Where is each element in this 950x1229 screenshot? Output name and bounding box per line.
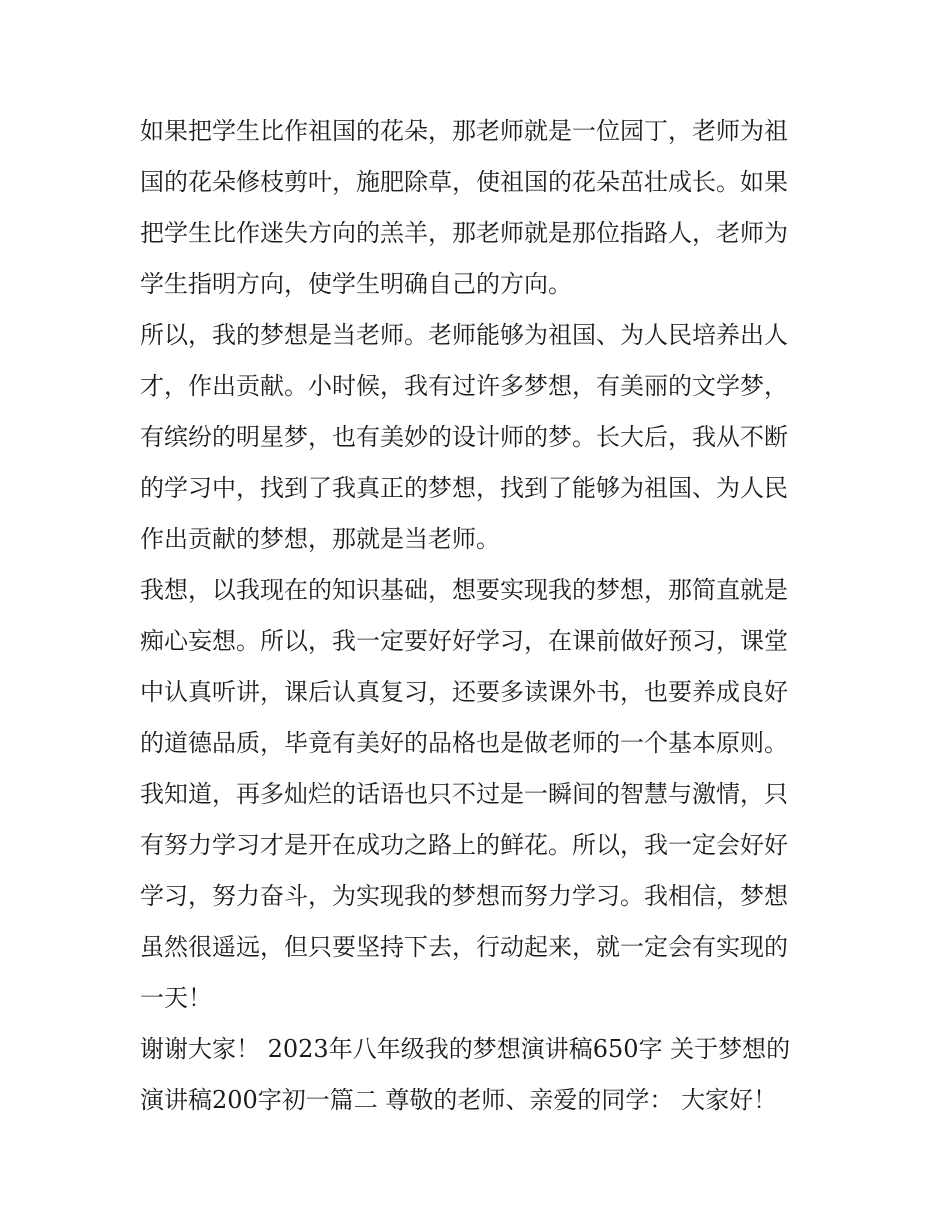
- text-line-3: 把学生比作迷失方向的羔羊，那老师就是那位指路人，老师为: [140, 219, 788, 247]
- text-line-8: 的学习中，找到了我真正的梦想，找到了能够为祖国、为人民: [140, 474, 788, 502]
- text-line-5: 所以，我的梦想是当老师。老师能够为祖国、为人民培养出人: [140, 321, 788, 349]
- text-line-2: 国的花朵修枝剪叶，施肥除草，使祖国的花朵茁壮成长。如果: [140, 168, 788, 196]
- text-line-15: 有努力学习才是开在成功之路上的鲜花。所以，我一定会好好: [140, 831, 788, 859]
- text-line-6: 才，作出贡献。小时候，我有过许多梦想，有美丽的文学梦，: [140, 372, 788, 400]
- text-line-12: 中认真听讲，课后认真复习，还要多读课外书，也要养成良好: [140, 678, 788, 706]
- text-line-10: 我想，以我现在的知识基础，想要实现我的梦想，那简直就是: [140, 576, 788, 604]
- document-body: [140, 106, 830, 1126]
- text-line-17: 虽然很遥远，但只要坚持下去，行动起来，就一定会有实现的: [140, 933, 788, 961]
- text-line-16: 学习，努力奋斗，为实现我的梦想而努力学习。我相信，梦想: [140, 882, 788, 910]
- text-line-1: 如果把学生比作祖国的花朵，那老师就是一位园丁，老师为祖: [140, 117, 788, 145]
- text-line-7: 有缤纷的明星梦，也有美妙的设计师的梦。长大后，我从不断: [140, 423, 788, 451]
- text-line-9: 作出贡献的梦想，那就是当老师。: [140, 525, 500, 553]
- text-line-11: 痴心妄想。所以，我一定要好好学习，在课前做好预习，课堂: [140, 627, 788, 655]
- text-line-19: 谢谢大家！ 2023年八年级我的梦想演讲稿650字 关于梦想的: [140, 1035, 791, 1063]
- text-line-14: 我知道，再多灿烂的话语也只不过是一瞬间的智慧与激情，只: [140, 780, 788, 808]
- text-line-4: 学生指明方向，使学生明确自己的方向。: [140, 270, 572, 298]
- text-line-20: 演讲稿200字初一篇二 尊敬的老师、亲爱的同学： 大家好！: [140, 1086, 778, 1114]
- text-line-13: 的道德品质，毕竟有美好的品格也是做老师的一个基本原则。: [140, 729, 788, 757]
- text-line-18: 一天！: [140, 984, 212, 1012]
